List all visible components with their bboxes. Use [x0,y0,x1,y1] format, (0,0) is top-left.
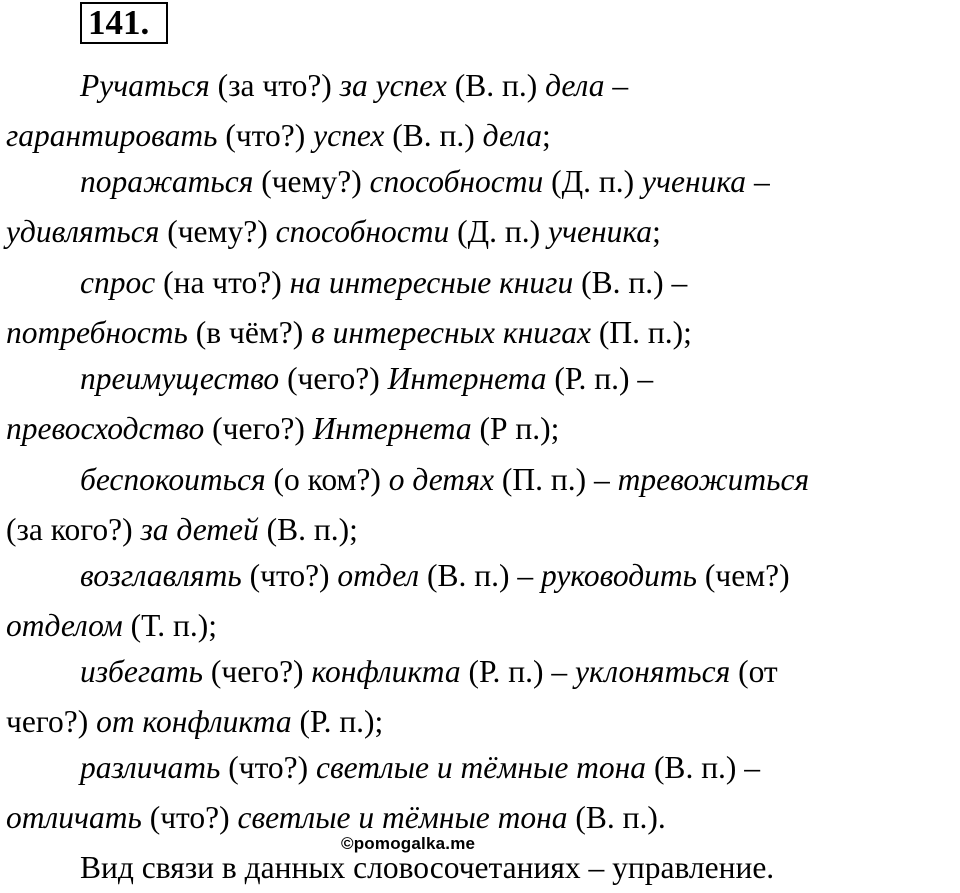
text-line [6,798,666,838]
plain-text: (Р. п.); [291,704,384,739]
plain-text: (В. п.) [446,68,546,103]
italic-phrase: превосходство [6,411,205,446]
plain-text: (П. п.); [590,315,692,350]
italic-phrase: светлые и тёмные тона [316,750,647,785]
plain-text: (чему?) [253,164,370,199]
plain-text: (в чём?) [187,315,312,350]
text-line [6,313,692,353]
italic-phrase: тревожиться [617,462,810,497]
plain-text: (за кого?) [6,512,141,547]
summary-sentence: Вид связи в данных словосочетаниях – управление. [80,850,775,885]
plain-text: (В. п.) – [573,265,688,300]
plain-text: чего?) [6,704,97,739]
plain-text: (Р. п.) – [460,654,576,689]
italic-phrase: Интернета [312,411,472,446]
plain-text: (на что?) [155,265,290,300]
plain-text: (за что?) [209,68,340,103]
italic-phrase: преимущество [80,361,280,396]
italic-phrase: уклоняться [575,654,731,689]
plain-text: (что?) [241,558,338,593]
italic-phrase: отделом [6,608,123,643]
plain-text: (чего?) [203,654,312,689]
text-line [80,162,770,202]
text-line [80,263,687,303]
plain-text: (от [730,654,778,689]
text-line [6,116,551,156]
plain-text: (Т. п.); [122,608,217,643]
plain-text: (чему?) [159,214,276,249]
text-line [80,556,790,596]
text-line [80,66,628,106]
italic-phrase: избегать [80,654,203,689]
plain-text: (П. п.) – [494,462,618,497]
exercise-number-text: 141 [88,3,141,42]
italic-phrase: ученика [641,164,747,199]
italic-phrase: поражаться [80,164,254,199]
italic-phrase: о детях [388,462,495,497]
italic-phrase: Интернета [387,361,547,396]
italic-phrase: возглавлять [80,558,242,593]
plain-text: – [746,164,770,199]
italic-phrase: спрос [80,265,156,300]
plain-text: (В. п.) – [419,558,542,593]
plain-text: (Д. п.) [449,214,548,249]
exercise-number [88,0,149,46]
text-line [80,460,809,500]
text-line [6,212,661,252]
italic-phrase: успех [313,118,385,153]
text-line [80,359,653,399]
plain-text: (В. п.); [258,512,358,547]
plain-text: (что?) [141,800,238,835]
plain-text: (чего?) [279,361,388,396]
italic-phrase: дела [545,68,605,103]
plain-text: ; [542,118,551,153]
plain-text: (что?) [220,750,317,785]
italic-phrase: способности [369,164,544,199]
plain-text: (В. п.) [384,118,483,153]
italic-phrase: Ручаться [80,68,210,103]
plain-text: (Р. п.) – [546,361,654,396]
italic-phrase: удивляться [6,214,160,249]
italic-phrase: за детей [140,512,259,547]
plain-text: (чего?) [204,411,313,446]
italic-phrase: за успех [339,68,447,103]
plain-text: (Д. п.) [543,164,642,199]
italic-phrase: в интересных книгах [311,315,591,350]
plain-text: (что?) [217,118,314,153]
plain-text: (чем?) [697,558,790,593]
italic-phrase: различать [80,750,221,785]
text-line [6,606,217,646]
watermark: ©pomogalka.me [341,834,476,853]
italic-phrase: способности [275,214,450,249]
plain-text: (В. п.). [567,800,666,835]
italic-phrase: светлые и тёмные тона [237,800,568,835]
plain-text: ; [652,214,661,249]
italic-phrase: отдел [337,558,420,593]
text-line [6,510,358,550]
italic-phrase: на интересные книги [289,265,574,300]
italic-phrase: беспокоиться [80,462,266,497]
plain-text: (о ком?) [265,462,389,497]
italic-phrase: отличать [6,800,142,835]
italic-phrase: гарантировать [6,118,218,153]
italic-phrase: дела [482,118,543,153]
italic-phrase: конфликта [311,654,461,689]
exercise-number-dot: . [140,3,150,42]
text-line [80,748,760,788]
text-line [6,702,383,742]
italic-phrase: ученика [547,214,653,249]
plain-text: – [604,68,629,103]
plain-text: (Р п.); [471,411,560,446]
italic-phrase: от конфликта [96,704,292,739]
plain-text: (В. п.) – [646,750,761,785]
text-line [80,652,778,692]
italic-phrase: руководить [541,558,697,593]
italic-phrase: потребность [6,315,188,350]
text-line [6,409,559,449]
